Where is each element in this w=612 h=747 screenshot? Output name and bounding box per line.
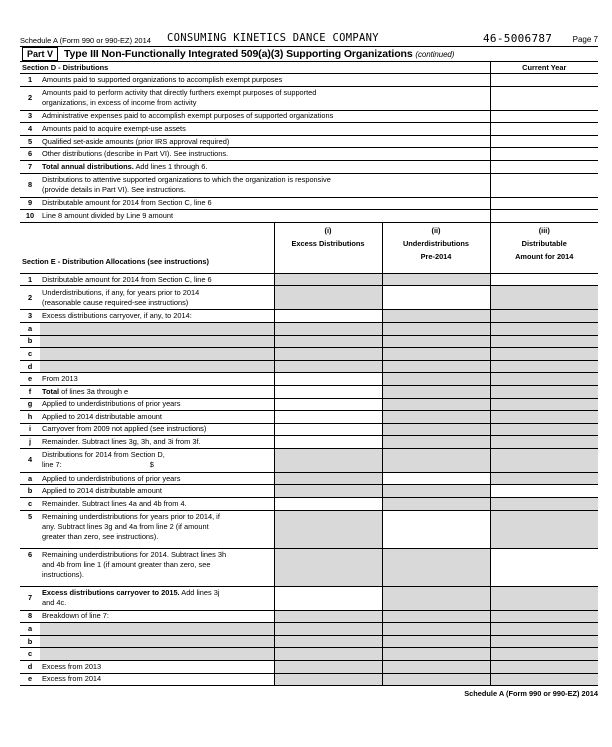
- col-ii-cell: [382, 436, 490, 449]
- line-text-bold: Total: [42, 386, 60, 396]
- section-e-row-8c: [20, 648, 598, 661]
- col-i-cell: [274, 623, 382, 636]
- col-ii-cell: [382, 673, 490, 686]
- organization-name: CONSUMING KINETICS DANCE COMPANY: [167, 32, 379, 44]
- line-letter: e: [20, 673, 40, 686]
- current-year-header: Current Year: [490, 62, 598, 74]
- col-iii-cell: [490, 385, 598, 398]
- col-iii-cell: [490, 635, 598, 648]
- line-text: and 4c.: [42, 598, 67, 608]
- blank-entry[interactable]: [40, 360, 274, 373]
- col-iii-cell: [490, 348, 598, 361]
- line-letter: c: [20, 498, 40, 511]
- line-description: Breakdown of line 7:: [40, 610, 274, 623]
- col-i-cell: [274, 673, 382, 686]
- section-d-row-2: [20, 86, 598, 110]
- current-year-input[interactable]: [490, 197, 598, 210]
- col-ii-cell: [382, 586, 490, 610]
- blank-entry[interactable]: [40, 635, 274, 648]
- col-ii-cell: [382, 635, 490, 648]
- col-i-cell: [274, 661, 382, 674]
- page-header: [20, 32, 598, 46]
- col-iii-cell: [490, 286, 598, 310]
- col-ii-cell: [382, 548, 490, 586]
- section-d-row-1: [20, 74, 598, 87]
- col-ii-cell: [382, 335, 490, 348]
- line-text: instructions).: [42, 569, 84, 579]
- line-description: [40, 548, 274, 586]
- line-text: Remaining underdistributions for years prior to 2014, if: [42, 511, 220, 521]
- line-letter: c: [20, 648, 40, 661]
- line-text: Remaining underdistributions for 2014. Subtract lines 3h: [42, 549, 227, 559]
- col-i-cell: [274, 635, 382, 648]
- line-description: [40, 286, 274, 310]
- line-letter: a: [20, 322, 40, 335]
- section-e-row-3h: [20, 411, 598, 424]
- line-letter: b: [20, 635, 40, 648]
- line-text: any. Subtract lines 3g and 4a from line 2 (if amount: [42, 521, 209, 531]
- line-text: line 7:: [42, 460, 62, 470]
- page-footer: Schedule A (Form 990 or 990-EZ) 2014: [464, 689, 598, 698]
- line-description: Excess from 2014: [40, 673, 274, 686]
- line-description: Qualified set-aside amounts (prior IRS approval required): [40, 135, 490, 148]
- line-letter: a: [20, 472, 40, 485]
- ein: 46-5006787: [483, 32, 553, 45]
- col-i-header: [274, 223, 382, 274]
- line-number: 6: [20, 548, 40, 586]
- col-ii-cell: [382, 648, 490, 661]
- line-description: Other distributions (describe in Part VI). See instructions.: [40, 148, 490, 161]
- blank-entry[interactable]: [40, 623, 274, 636]
- col-ii-input[interactable]: [382, 286, 490, 310]
- col-iii-cell: [490, 360, 598, 373]
- col-ii-cell: [382, 610, 490, 623]
- col-i-cell: [274, 360, 382, 373]
- line-text-bold: Excess distributions carryover to 2015.: [42, 588, 180, 598]
- line-description: [40, 510, 274, 548]
- line-number: 2: [20, 86, 40, 110]
- col-ii-cell: [382, 498, 490, 511]
- section-e-row-8a: [20, 623, 598, 636]
- line-text: organizations, in excess of income from activity: [42, 98, 197, 108]
- blank-entry[interactable]: [40, 322, 274, 335]
- line-number: 8: [20, 610, 40, 623]
- current-year-input[interactable]: [490, 123, 598, 136]
- col-iii-cell: [490, 322, 598, 335]
- form-reference: Schedule A (Form 990 or 990-EZ) 2014: [20, 36, 151, 45]
- col-ii-input[interactable]: [382, 472, 490, 485]
- line-text: Underdistributions, if any, for years prior to 2014: [42, 287, 200, 297]
- col-i-label: Excess Distributions: [291, 238, 365, 248]
- section-e-row-3g: [20, 398, 598, 411]
- section-e-row-3e: [20, 373, 598, 386]
- line-text: greater than zero, see instructions).: [42, 531, 159, 541]
- line-number: 1: [20, 273, 40, 286]
- blank-entry[interactable]: [40, 348, 274, 361]
- col-i-cell: [274, 648, 382, 661]
- line-description: Distributable amount for 2014 from Section C, line 6: [40, 197, 490, 210]
- line-text: Add lines 1 through 6.: [133, 161, 208, 171]
- col-iii-cell: [490, 498, 598, 511]
- section-d-row-6: [20, 148, 598, 161]
- col-i-cell: [274, 610, 382, 623]
- line-description: Excess from 2013: [40, 661, 274, 674]
- line-letter: c: [20, 348, 40, 361]
- col-i-input[interactable]: [274, 373, 382, 386]
- section-d-row-10: [20, 210, 598, 223]
- line-description: [40, 86, 490, 110]
- col-ii-cell: [382, 360, 490, 373]
- line-letter: d: [20, 360, 40, 373]
- col-ii-cell: [382, 448, 490, 472]
- col-ii-cell: [382, 385, 490, 398]
- line-description: Applied to underdistributions of prior years: [40, 398, 274, 411]
- col-ii-cell: [382, 411, 490, 424]
- current-year-input[interactable]: [490, 160, 598, 173]
- section-e-row-3c: [20, 348, 598, 361]
- section-e-row-3b: [20, 335, 598, 348]
- current-year-input[interactable]: [490, 173, 598, 197]
- line-number: 9: [20, 197, 40, 210]
- line-letter: g: [20, 398, 40, 411]
- col-i-input[interactable]: [274, 310, 382, 323]
- line-description: [40, 385, 274, 398]
- section-e-header: [20, 223, 598, 274]
- col-ii-cell: [382, 485, 490, 498]
- line-description: Remainder. Subtract lines 3g, 3h, and 3i from 3f.: [40, 436, 274, 449]
- dollar-sign: $: [149, 460, 154, 470]
- col-i-input[interactable]: [274, 498, 382, 511]
- section-e-row-4a: [20, 472, 598, 485]
- col-i-cell: [274, 322, 382, 335]
- section-e-row-6: [20, 548, 598, 586]
- section-d-header: [20, 62, 598, 74]
- section-d-row-5: [20, 135, 598, 148]
- col-iii-header: [490, 223, 598, 274]
- col-iii-cell: [490, 436, 598, 449]
- col-i-cell: [274, 335, 382, 348]
- col-i-input[interactable]: [274, 423, 382, 436]
- section-e-row-5: [20, 510, 598, 548]
- col-i-cell: [274, 548, 382, 586]
- col-ii-cell: [382, 273, 490, 286]
- col-i-input[interactable]: [274, 398, 382, 411]
- line-number: 3: [20, 110, 40, 123]
- section-e-row-1: [20, 273, 598, 286]
- line-text: Distributions for 2014 from Section D,: [42, 450, 165, 460]
- section-e-row-3a: [20, 322, 598, 335]
- schedule-a-form: [20, 32, 598, 686]
- line-description: Remainder. Subtract lines 4a and 4b from 4.: [40, 498, 274, 511]
- col-ii-header: [382, 223, 490, 274]
- line-description: Applied to 2014 distributable amount: [40, 411, 274, 424]
- col-iii-cell: [490, 373, 598, 386]
- line-description: Excess distributions carryover, if any, to 2014:: [40, 310, 274, 323]
- col-iii-cell: [490, 586, 598, 610]
- col-iii-cell: [490, 661, 598, 674]
- line-text: Amounts paid to perform activity that directly furthers exempt purposes of supported: [42, 88, 317, 98]
- line-description: Distributable amount for 2014 from Section C, line 6: [40, 273, 274, 286]
- col-iii-cell: [490, 398, 598, 411]
- blank-entry[interactable]: [40, 648, 274, 661]
- line-description: Applied to 2014 distributable amount: [40, 485, 274, 498]
- col-i-cell: [274, 485, 382, 498]
- section-e-row-3d: [20, 360, 598, 373]
- line-number: 2: [20, 286, 40, 310]
- page-number: Page 7: [572, 35, 598, 44]
- section-e-row-7: [20, 586, 598, 610]
- col-iii-cell: [490, 411, 598, 424]
- current-year-input[interactable]: [490, 135, 598, 148]
- line-text: (reasonable cause required-see instructions): [42, 297, 189, 307]
- col-iii-input[interactable]: [490, 273, 598, 286]
- line-description: [40, 448, 274, 472]
- line-letter: d: [20, 661, 40, 674]
- line-number: 3: [20, 310, 40, 323]
- line-description: [40, 160, 490, 173]
- col-ii-cell: [382, 423, 490, 436]
- col-ii-number: (ii): [431, 225, 441, 235]
- section-e-row-8b: [20, 635, 598, 648]
- section-d-row-4: [20, 123, 598, 136]
- line-number: 8: [20, 173, 40, 197]
- col-i-cell: [274, 510, 382, 548]
- line-description: Applied to underdistributions of prior years: [40, 472, 274, 485]
- line-text-bold: Total annual distributions.: [42, 161, 134, 171]
- col-iii-cell: [490, 310, 598, 323]
- col-iii-cell: [490, 510, 598, 548]
- section-e-title: Section E - Distribution Allocations (see instructions): [20, 223, 274, 274]
- line-letter: b: [20, 335, 40, 348]
- col-ii-cell: [382, 322, 490, 335]
- line-number: 7: [20, 586, 40, 610]
- section-d-row-8: [20, 173, 598, 197]
- section-e-row-3i: [20, 423, 598, 436]
- col-i-input[interactable]: [274, 436, 382, 449]
- col-iii-cell: [490, 423, 598, 436]
- col-iii-label: Amount for 2014: [515, 251, 574, 261]
- col-i-cell: [274, 448, 382, 472]
- col-iii-cell: [490, 623, 598, 636]
- line-number: 5: [20, 135, 40, 148]
- section-e-row-4b: [20, 485, 598, 498]
- line-text: (provide details in Part VI). See instructions.: [42, 185, 186, 195]
- col-iii-cell: [490, 472, 598, 485]
- line-description: Amounts paid to supported organizations to accomplish exempt purposes: [40, 74, 490, 87]
- col-iii-input[interactable]: [490, 548, 598, 586]
- current-year-input[interactable]: [490, 148, 598, 161]
- col-ii-label: Underdistributions: [402, 238, 470, 248]
- col-ii-cell: [382, 348, 490, 361]
- section-e-row-4c: [20, 498, 598, 511]
- part-title-text: Type III Non-Functionally Integrated 509(a)(3) Supporting Organizations: [64, 48, 413, 60]
- col-i-input[interactable]: [274, 586, 382, 610]
- current-year-input[interactable]: [490, 86, 598, 110]
- line-text: of lines 3a through e: [59, 386, 129, 396]
- part-label: Part V: [22, 47, 58, 61]
- section-d-table: [20, 62, 598, 223]
- col-i-number: (i): [324, 225, 332, 235]
- section-d-title: Section D - Distributions: [20, 62, 490, 74]
- col-i-cell: [274, 472, 382, 485]
- section-e-row-8d: [20, 661, 598, 674]
- col-iii-input[interactable]: [490, 485, 598, 498]
- line-letter: f: [20, 385, 40, 398]
- col-iii-cell: [490, 610, 598, 623]
- section-d-row-9: [20, 197, 598, 210]
- col-ii-cell: [382, 623, 490, 636]
- current-year-input[interactable]: [490, 210, 598, 223]
- col-iii-cell: [490, 448, 598, 472]
- col-i-input[interactable]: [274, 411, 382, 424]
- line-text: Add lines 3j: [179, 588, 220, 598]
- section-e-row-2: [20, 286, 598, 310]
- section-e-table: [20, 223, 598, 686]
- col-ii-input[interactable]: [382, 510, 490, 548]
- section-d-row-7: [20, 160, 598, 173]
- line-description: Amounts paid to acquire exempt-use assets: [40, 123, 490, 136]
- line-letter: b: [20, 485, 40, 498]
- col-ii-cell: [382, 398, 490, 411]
- section-e-row-8e: [20, 673, 598, 686]
- part-v-title-bar: [20, 46, 598, 62]
- col-i-input[interactable]: [274, 385, 382, 398]
- col-ii-cell: [382, 310, 490, 323]
- line-letter: a: [20, 623, 40, 636]
- line-letter: j: [20, 436, 40, 449]
- line-number: 4: [20, 123, 40, 136]
- current-year-input[interactable]: [490, 74, 598, 87]
- section-e-row-3: [20, 310, 598, 323]
- section-e-row-4: [20, 448, 598, 472]
- col-iii-cell: [490, 335, 598, 348]
- line-description: [40, 586, 274, 610]
- current-year-input[interactable]: [490, 110, 598, 123]
- line-number: 1: [20, 74, 40, 87]
- line-letter: i: [20, 423, 40, 436]
- col-iii-label: Distributable: [521, 238, 567, 248]
- section-d-row-3: [20, 110, 598, 123]
- col-i-cell: [274, 286, 382, 310]
- line-description: Line 8 amount divided by Line 9 amount: [40, 210, 490, 223]
- section-e-row-8: [20, 610, 598, 623]
- line-number: 5: [20, 510, 40, 548]
- line-number: 6: [20, 148, 40, 161]
- continued-label: (continued): [415, 50, 455, 59]
- line-letter: h: [20, 411, 40, 424]
- line-number: 7: [20, 160, 40, 173]
- col-iii-cell: [490, 648, 598, 661]
- section-e-row-3j: [20, 436, 598, 449]
- line-description: From 2013: [40, 373, 274, 386]
- col-ii-cell: [382, 373, 490, 386]
- blank-entry[interactable]: [40, 335, 274, 348]
- col-ii-cell: [382, 661, 490, 674]
- col-i-cell: [274, 273, 382, 286]
- line-number: 4: [20, 448, 40, 472]
- col-iii-cell: [490, 673, 598, 686]
- line-description: [40, 173, 490, 197]
- section-e-row-3f: [20, 385, 598, 398]
- line-number: 10: [20, 210, 40, 223]
- line-text: Distributions to attentive supported organizations to which the organization is responsive: [42, 175, 331, 185]
- col-ii-label: Pre-2014: [420, 251, 452, 261]
- col-i-cell: [274, 348, 382, 361]
- line-description: Carryover from 2009 not applied (see instructions): [40, 423, 274, 436]
- line-letter: e: [20, 373, 40, 386]
- line-text: and 4b from line 1 (if amount greater than zero, see: [42, 559, 211, 569]
- line-description: Administrative expenses paid to accomplish exempt purposes of supported organizations: [40, 110, 490, 123]
- part-title: [64, 48, 454, 60]
- col-iii-number: (iii): [538, 225, 550, 235]
